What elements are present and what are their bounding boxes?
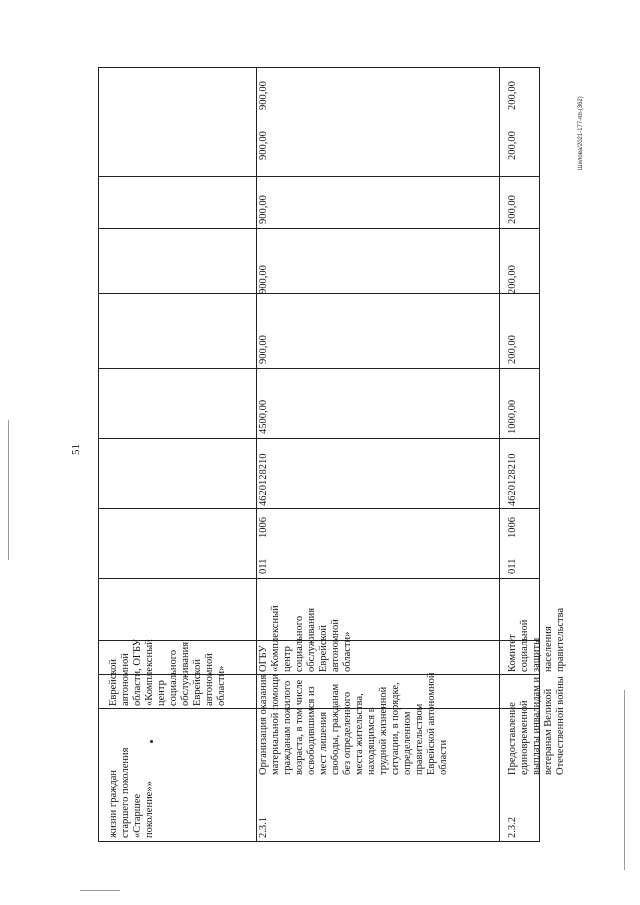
row-2-grbs: 011 — [507, 558, 518, 574]
scan-edge-right — [624, 690, 625, 870]
row-1-executor: ОГБУ «Комплексный центр социального обслуживания Еврейской автономной области» — [258, 605, 353, 672]
row-2-year-2: 200,00 — [507, 265, 518, 294]
bullet-mark — [150, 740, 153, 743]
row-1-grbs: 011 — [258, 558, 269, 574]
row-1-year-5: 900,00 — [258, 81, 269, 110]
row-2-name: Предоставление единовременной выплаты инвалидам и ветеранам Великой Отечественной войны — [507, 676, 566, 775]
row-1-id: 2.3.1 — [258, 817, 269, 838]
row-1-year-3: 900,00 — [258, 195, 269, 224]
footer-note: Шилова/2021-177-пп-(362) — [578, 96, 584, 170]
row-2-total: 1000,00 — [507, 399, 518, 434]
row-1-year-2: 900,00 — [258, 265, 269, 294]
row-1-name: Организация оказания материальной помощи гражданам пожилого возраста, в том числе освободившимся из мест лишения свободы, гражданам без определенного места жительства, находящимся в трудной жизненной ситуации, в порядке, определенном правительством Еврейской автономной области — [258, 672, 449, 775]
row-0-executor: Еврейской автономной области, ОГБУ «Комплексный центр социального обслуживания Еврейской автономной области» — [108, 638, 227, 706]
row-2-year-4: 200,00 — [507, 131, 518, 160]
row-2-executor: Комитет социальной защиты населения правительства — [507, 607, 566, 672]
scan-edge-left — [8, 420, 9, 560]
row-1-rzpr: 1006 — [258, 517, 269, 538]
row-2-id: 2.3.2 — [507, 817, 518, 838]
row-2-rzpr: 1006 — [507, 517, 518, 538]
row-1-year-4: 900,00 — [258, 131, 269, 160]
row-1-total: 4500,00 — [258, 399, 269, 434]
row-1-csr: 4620128210 — [258, 453, 269, 506]
row-2-csr: 4620128210 — [507, 453, 518, 506]
row-2-year-5: 200,00 — [507, 81, 518, 110]
row-2-year-3: 200,00 — [507, 195, 518, 224]
row-2-year-1: 200,00 — [507, 335, 518, 364]
scan-edge-bottom — [80, 890, 120, 891]
row-1-year-1: 900,00 — [258, 335, 269, 364]
row-0-name: жизни граждан старшего поколения «Старшее поколение»» — [108, 747, 155, 838]
page-number: 51 — [70, 444, 82, 455]
